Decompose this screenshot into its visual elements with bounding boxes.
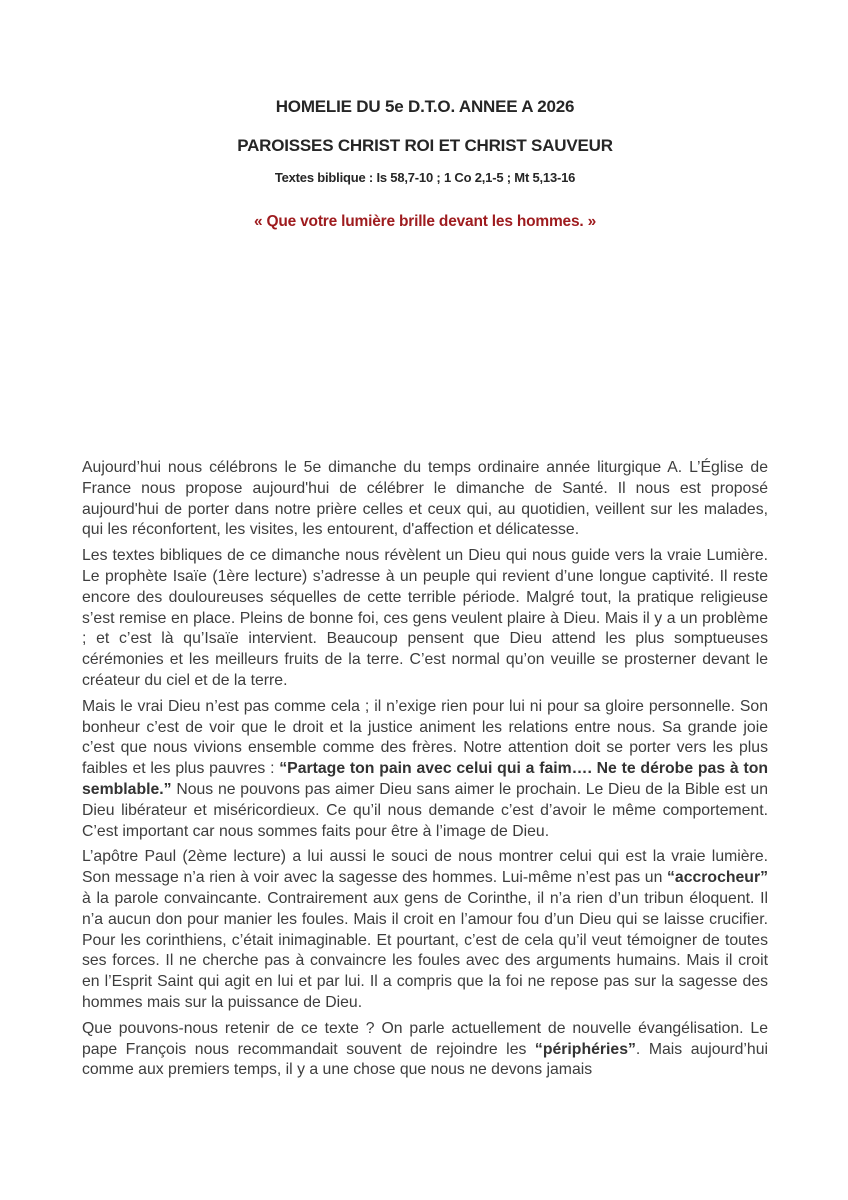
bold-emphasis-run: “Partage ton pain avec celui qui a faim…. Ne te dérobe pas à ton semblable.”	[82, 760, 768, 798]
text-run: . Mais aujourd’hui comme aux premiers temps, il y a une chose que nous ne devons jamais	[82, 1040, 768, 1079]
text-run: Aujourd’hui nous célébrons le 5e dimanche du temps ordinaire année liturgique A. L’Église de France nous propose aujourd'hui de célébrer le dimanche de Santé. Il nous est proposé aujourd'hui de porter dans notre prière celles et ceux qui, au quotidien, veillent sur les malades, qui les réconfortent, les visites, les entourent, d'affection et délicatesse.	[82, 459, 768, 539]
bold-emphasis-run: “périphéries”	[534, 1040, 636, 1058]
document-title: HOMELIE DU 5e D.T.O. ANNEE A 2026	[275, 97, 575, 116]
text-run: Mais le vrai Dieu n’est pas comme cela ; il n’exige rien pour lui ni pour sa gloire personnelle. Son bonheur c’est de voir que le droit et la justice animent les relations entre nous. Sa grande joie c’est que nous vivions ensemble comme des frères. Notre attention doit se porter vers les plus faibles et les plus pauvres :	[82, 697, 768, 778]
bible-readings-line: Textes biblique : Is 58,7-10 ; 1 Co 2,1-5 ; Mt 5,13-16	[274, 170, 576, 185]
paragraph	[82, 847, 768, 1013]
paragraph	[82, 697, 768, 843]
paragraph	[82, 458, 768, 541]
text-run: L’apôtre Paul (2ème lecture) a lui aussi le souci de nous montrer celui qui est la vraie lumière. Son message n’a rien à voir avec la sagesse des hommes. Lui-même n’est pas un	[82, 848, 768, 887]
text-run: Que pouvons-nous retenir de ce texte ? On parle actuellement de nouvelle évangélisation. Le pape François nous recommandait souvent de rejoindre les	[82, 1019, 768, 1058]
text-run: Les textes bibliques de ce dimanche nous révèlent un Dieu qui nous guide vers la vraie Lumière. Le prophète Isaïe (1ère lecture) s’adresse à un peuple qui revient d’une longue captivité. Il reste encore des douloureuses séquelles de cette terrible période. Malgré tout, la pratique religieuse s’est remise en place. Pleins de bonne foi, ces gens veulent plaire à Dieu. Mais il y a un problème ; et c’est là qu’Isaïe intervient. Beaucoup pensent que Dieu attend les plus somptueuses cérémonies et les meilleurs fruits de la terre. C’est normal qu’on veuille se prosterner devant le créateur du ciel et de la terre.	[82, 547, 768, 689]
text-run: Nous ne pouvons pas aimer Dieu sans aimer le prochain. Le Dieu de la Bible est un Dieu libérateur et miséricordieux. Ce qu’il nous demande c’est d’avoir le même comportement. C’est important car nous sommes faits pour être à l’image de Dieu.	[82, 780, 768, 840]
document-subtitle: PAROISSES CHRIST ROI ET CHRIST SAUVEUR	[237, 136, 613, 155]
document-header	[82, 96, 768, 232]
paragraph	[82, 546, 768, 692]
bold-emphasis-run: “accrocheur”	[667, 869, 768, 887]
paragraph	[82, 1019, 768, 1081]
theme-line: « Que votre lumière brille devant les hommes. »	[253, 213, 597, 230]
document-body	[82, 458, 768, 1081]
text-run: à la parole convaincante. Contrairement aux gens de Corinthe, il n’a rien d’un tribun éloquent. Il n’a aucun don pour manier les foules. Mais il croit en l’amour fou d’un Dieu qui se laisse crucifier. Pour les corinthiens, c’était inimaginable. Et pourtant, c’est de cela qu’il veut témoigner de toutes ses forces. Il ne cherche pas à convaincre les foules avec des arguments humains. Mais il croit en l’Esprit Saint qui agit en lui et par lui. Il a compris que la foi ne repose pas sur la sagesse des hommes mais sur la puissance de Dieu.	[82, 889, 768, 1011]
